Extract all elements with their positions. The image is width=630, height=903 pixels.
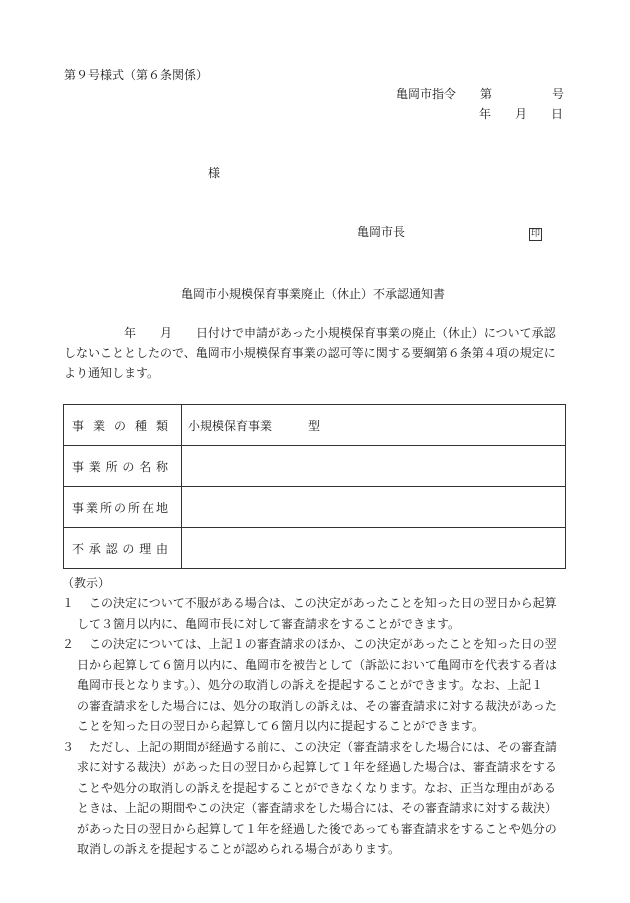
row-label: 不承認の理由 — [64, 528, 182, 569]
note-number: ２ — [62, 637, 75, 651]
body-line: より通知します。 — [64, 366, 160, 380]
note-line: 亀岡市長となります。）、処分の取消しの訴えを提起することができます。なお、上記１ — [77, 678, 544, 692]
document-number: 亀岡市指令 第 号 — [396, 87, 565, 101]
row-value: 小規模保育事業 型 — [182, 405, 566, 446]
row-label: 事業の種類 — [64, 405, 182, 446]
notes-heading: （教示） — [62, 576, 111, 590]
seal-mark: 印 — [530, 229, 540, 239]
row-label: 事業所の名称 — [64, 446, 182, 487]
issue-date: 年 月 日 — [479, 107, 564, 121]
document-title: 亀岡市小規模保育事業廃止（休止）不承認通知書 — [181, 287, 446, 301]
row-value — [182, 487, 566, 528]
note-number: １ — [62, 596, 75, 610]
note-line: ことや処分の取消しの訴えを提起することができなくなります。なお、正当な理由がある — [77, 780, 557, 795]
note-item — [62, 737, 570, 860]
notes-section — [62, 573, 570, 860]
row-value — [182, 528, 566, 569]
row-label: 事業所の所在地 — [64, 487, 182, 528]
body-paragraph — [64, 323, 568, 383]
note-line: 求に対する裁決）があった日の翌日から起算して１年を経過した場合は、審査請求をする — [77, 760, 557, 774]
body-line: しないこととしたので、亀岡市小規模保育事業の認可等に関する要綱第６条第４項の規定に — [64, 346, 556, 360]
note-line: ときは、上記の期間やこの決定（審査請求をした場合には、その審査請求に対する裁決） — [77, 801, 558, 815]
note-number: ３ — [62, 739, 75, 754]
note-item — [62, 593, 570, 634]
issuer-title: 亀岡市長 — [357, 225, 406, 239]
note-line: ただし、上記の期間が経過する前に、この決定（審査請求をした場合には、その審査請 — [77, 739, 558, 754]
details-table — [63, 404, 566, 569]
table-row — [64, 528, 566, 569]
note-line: があった日の翌日から起算して１年を経過した後であっても審査請求をすることや処分の — [77, 821, 557, 836]
note-item — [62, 634, 570, 737]
table-row — [64, 405, 566, 446]
note-line: の審査請求をした場合には、処分の取消しの訴えは、その審査請求に対する裁決があった — [77, 698, 557, 713]
note-line: 日から起算して６箇月以内に、亀岡市を被告として（訴訟において亀岡市を代表する者は — [77, 657, 558, 672]
issuer-seal — [529, 226, 542, 241]
note-line: この決定について不服がある場合は、この決定があったことを知った日の翌日から起算 — [77, 596, 557, 610]
table-row — [64, 446, 566, 487]
note-line: ことを知った日の翌日から起算して６箇月以内に提起することができます。 — [77, 719, 485, 733]
body-line: 年 月 日付けで申請があった小規模保育事業の廃止（休止）について承認 — [124, 326, 556, 340]
table-row — [64, 487, 566, 528]
note-line: して３箇月以内に、亀岡市長に対して審査請求をすることができます。 — [77, 616, 461, 631]
form-number: 第９号様式（第６条関係） — [64, 68, 209, 82]
addressee-honorific: 様 — [208, 166, 221, 180]
note-line: この決定については、上記１の審査請求のほか、この決定があったことを知った日の翌 — [77, 637, 557, 651]
row-value — [182, 446, 566, 487]
note-line: 取消しの訴えを提起することが認められる場合があります。 — [77, 842, 401, 856]
